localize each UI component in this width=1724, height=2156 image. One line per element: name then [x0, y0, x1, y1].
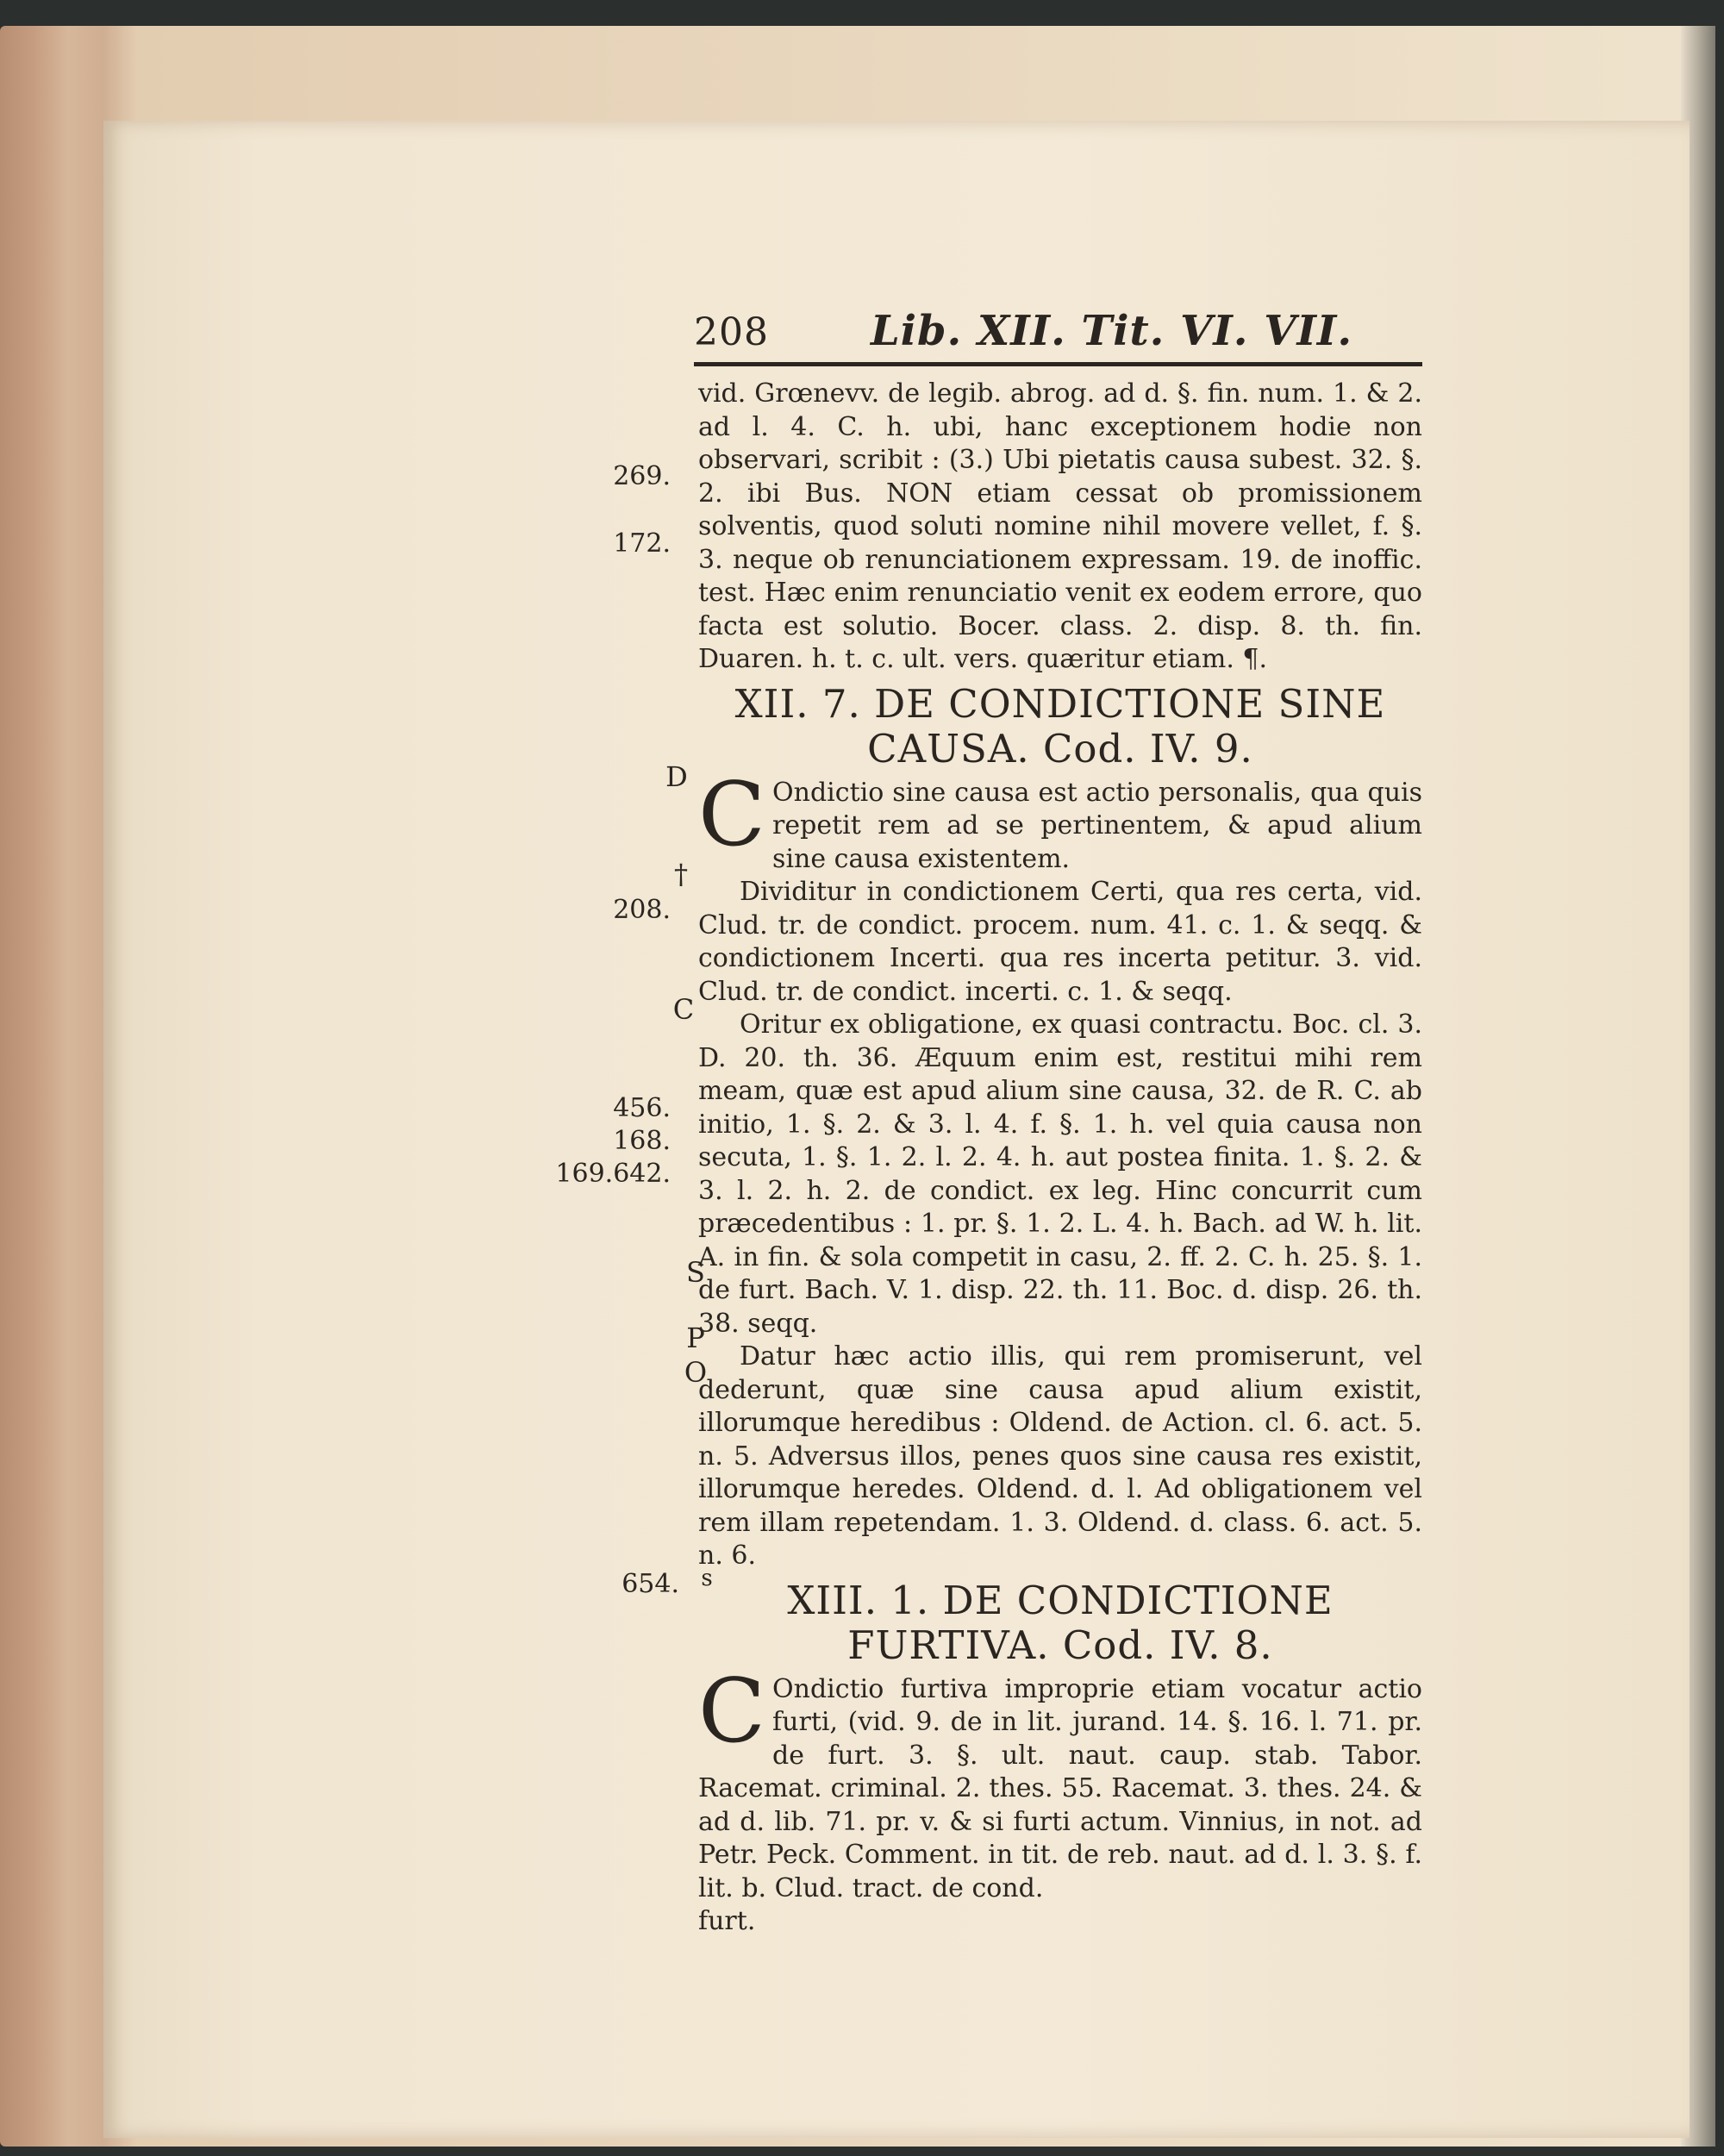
- drop-cap: C: [698, 763, 766, 866]
- paragraph-furtiva: [698, 1659, 1422, 1906]
- margin-letter: P: [686, 1322, 705, 1354]
- margin-note: 456.: [613, 1093, 671, 1123]
- margin-note: 172.: [613, 528, 671, 559]
- paragraph-continuation: vid. Grœnevv. de legib. abrog. ad d. §. fin. num. 1. & 2. ad l. 4. C. h. ubi, hanc exceptionem hodie non observari, scribit : (3.) Ubi pietatis causa subest. 32. §. 2. ibi Bus. NON etiam cessat ob promissionem solventis, quod soluti nomine nihil movere vellet, f. §. 3. neque ob renunciationem expressam. 19. de inoffic. test. Hæc enim renunciatio venit ex eodem errore, quo facta est solutio. Bocer. class. 2. disp. 8. th. fin. Duaren. h. t. c. ult. vers. quæritur etiam. ¶.: [698, 378, 1422, 674]
- section-heading-condictione-furtiva: XIII. 1. DE CONDICTIONE FURTIVA. Cod. IV. 8.: [787, 1577, 1334, 1668]
- drop-cap: C: [698, 1659, 766, 1763]
- margin-dagger: †: [674, 858, 688, 891]
- margin-letter: D: [665, 760, 688, 793]
- paragraph-definition-text: Ondictio sine causa est actio personalis, qua quis repetit rem ad se pertinentem, & apud alium sine causa existentem.: [772, 777, 1422, 874]
- paragraph-origin: Oritur ex obligatione, ex quasi contractu. Boc. cl. 3. D. 20. th. 36. Æquum enim est, restitui mihi rem meam, quæ est apud alium sine causa, 32. de R. C. ab initio, 1. §. 2. & 3. l. 4. f. §. 1. h. vel quia causa non secuta, 1. §. 1. 2. l. 2. 4. h. aut postea finita. 1. §. 2. & 3. l. 2. h. 2. de condict. ex leg. Hinc concurrit cum præcedentibus : 1. pr. §. 1. 2. L. 4. h. Bach. ad W. h. lit. A. in fin. & sola competit in casu, 2. ff. 2. C. h. 25. §. 1. de furt. Bach. V. 1. disp. 22. th. 11. Boc. d. disp. 26. th. 38. seqq.: [698, 1009, 1422, 1339]
- margin-note: 269.: [613, 461, 671, 491]
- margin-note: 208.: [613, 895, 671, 925]
- margin-letter: s: [701, 1565, 713, 1591]
- header-rule: [694, 362, 1422, 366]
- margin-letter: O: [684, 1356, 708, 1389]
- paragraph-definition: [698, 763, 1422, 877]
- page-header: [694, 307, 1427, 362]
- margin-letter: S: [686, 1256, 705, 1289]
- margin-letter: C: [672, 993, 695, 1026]
- margin-note: 169.642.: [555, 1159, 671, 1189]
- catchword: furt.: [698, 1906, 756, 1936]
- paragraph-division: Dividitur in condictionem Certi, qua res certa, vid. Clud. tr. de condict. procem. num. 41. c. 1. & seqq. & condictionem Incerti. qua res incerta petitur. 3. vid. Clud. tr. de condict. incerti. c. 1. & seqq.: [698, 877, 1422, 1007]
- margin-note: 654.: [622, 1569, 679, 1599]
- paragraph-furtiva-text: Ondictio furtiva improprie etiam vocatur actio furti, (vid. 9. de in lit. jurand. 14. §. 16. l. 71. pr. de furt. 3. §. ult. naut. caup. stab. Tabor. Racemat. criminal. 2. thes. 55. Racemat. 3. thes. 24. & ad d. lib. 71. pr. v. & si furti actum. Vinnius, in not. ad Petr. Peck. Comment. in tit. de reb. naut. ad d. l. 3. §. f. lit. b. Clud. tract. de cond.: [698, 1673, 1422, 1903]
- running-head: Lib. XII. Tit. VI. VII.: [871, 307, 1353, 355]
- text-block: [698, 378, 1422, 1939]
- margin-note: 168.: [613, 1126, 671, 1156]
- section-heading-condictione-sine-causa: XII. 7. DE CONDICTIONE SINE CAUSA. Cod. IV. 9.: [734, 680, 1386, 772]
- paragraph-parties: Datur hæc actio illis, qui rem promiserunt, vel dederunt, quæ sine causa apud alium existit, illorumque heredibus : Oldend. de Action. cl. 6. act. 5. n. 5. Adversus illos, penes quos sine causa res existit, illorumque heredes. Oldend. d. l. Ad obligationem vel rem illam repetendam. 1. 3. Oldend. d. class. 6. act. 5. n. 6.: [698, 1341, 1422, 1571]
- page-number: 208: [694, 310, 769, 354]
